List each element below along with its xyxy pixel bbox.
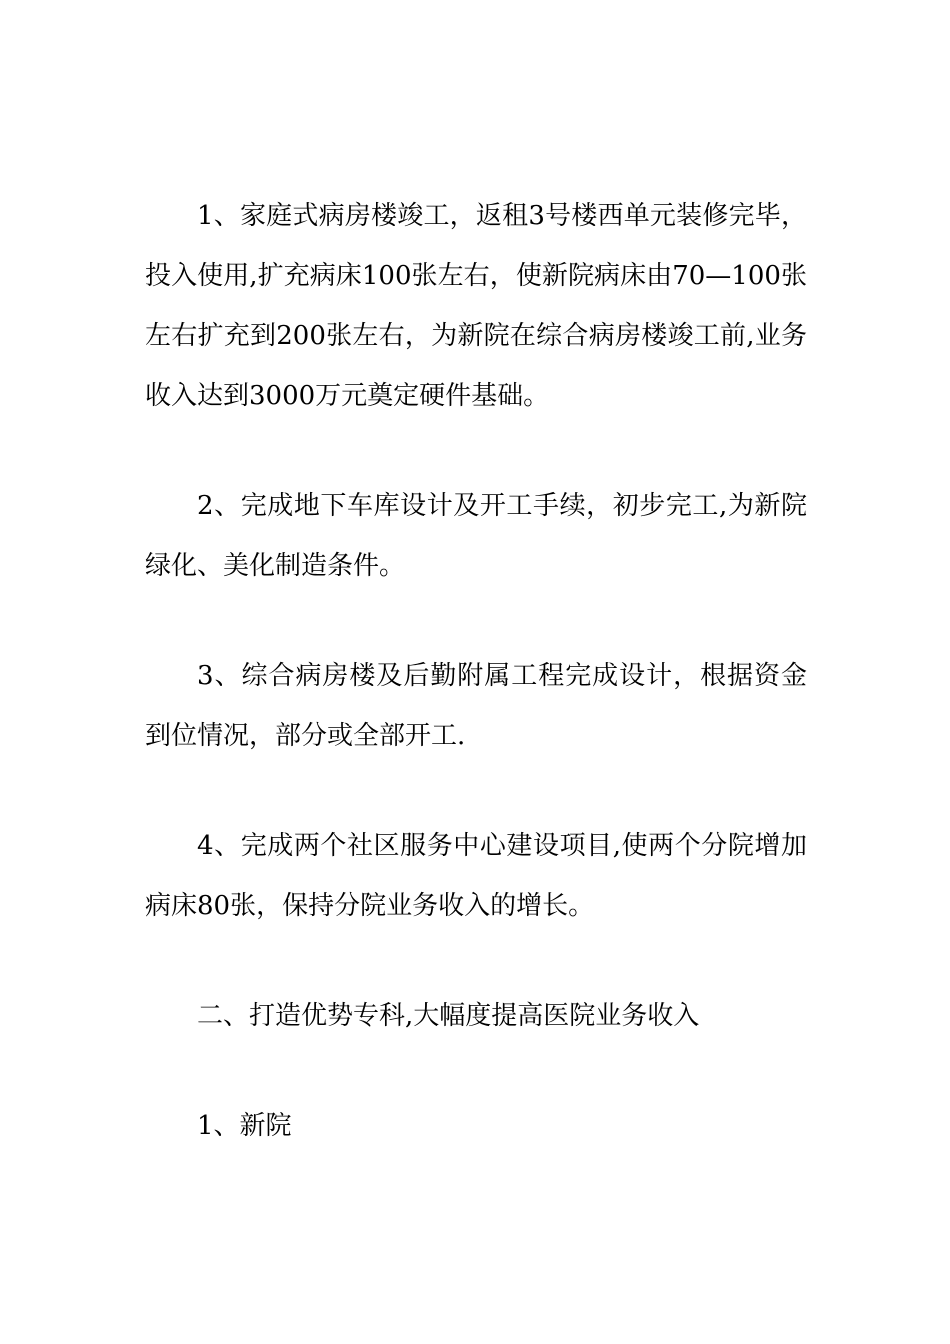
- paragraph-1: 1、家庭式病房楼竣工，返租3号楼西单元装修完毕，投入使用,扩充病床100张左右，使新院病床由70—100张左右扩充到200张左右，为新院在综合病房楼竣工前,业务收入达到3000万元奠定硬件基础。: [145, 201, 807, 411]
- paragraph-gap: [145, 426, 807, 476]
- paragraph-3: 3、综合病房楼及后勤附属工程完成设计，根据资金到位情况，部分或全部开工.: [145, 661, 807, 751]
- paragraph-gap: [145, 936, 807, 986]
- paragraph-gap: [145, 1046, 807, 1096]
- sub-heading: 1、新院: [197, 1111, 292, 1141]
- paragraph-gap: [145, 766, 807, 816]
- section-heading: 二、打造优势专科,大幅度提高医院业务收入: [197, 1001, 700, 1031]
- paragraph-gap: [145, 596, 807, 646]
- paragraph-2: 2、完成地下车库设计及开工手续，初步完工,为新院绿化、美化制造条件。: [145, 491, 807, 581]
- paragraph-4: 4、完成两个社区服务中心建设项目,使两个分院增加病床80张，保持分院业务收入的增长。: [145, 831, 807, 921]
- document-body: [145, 186, 807, 1156]
